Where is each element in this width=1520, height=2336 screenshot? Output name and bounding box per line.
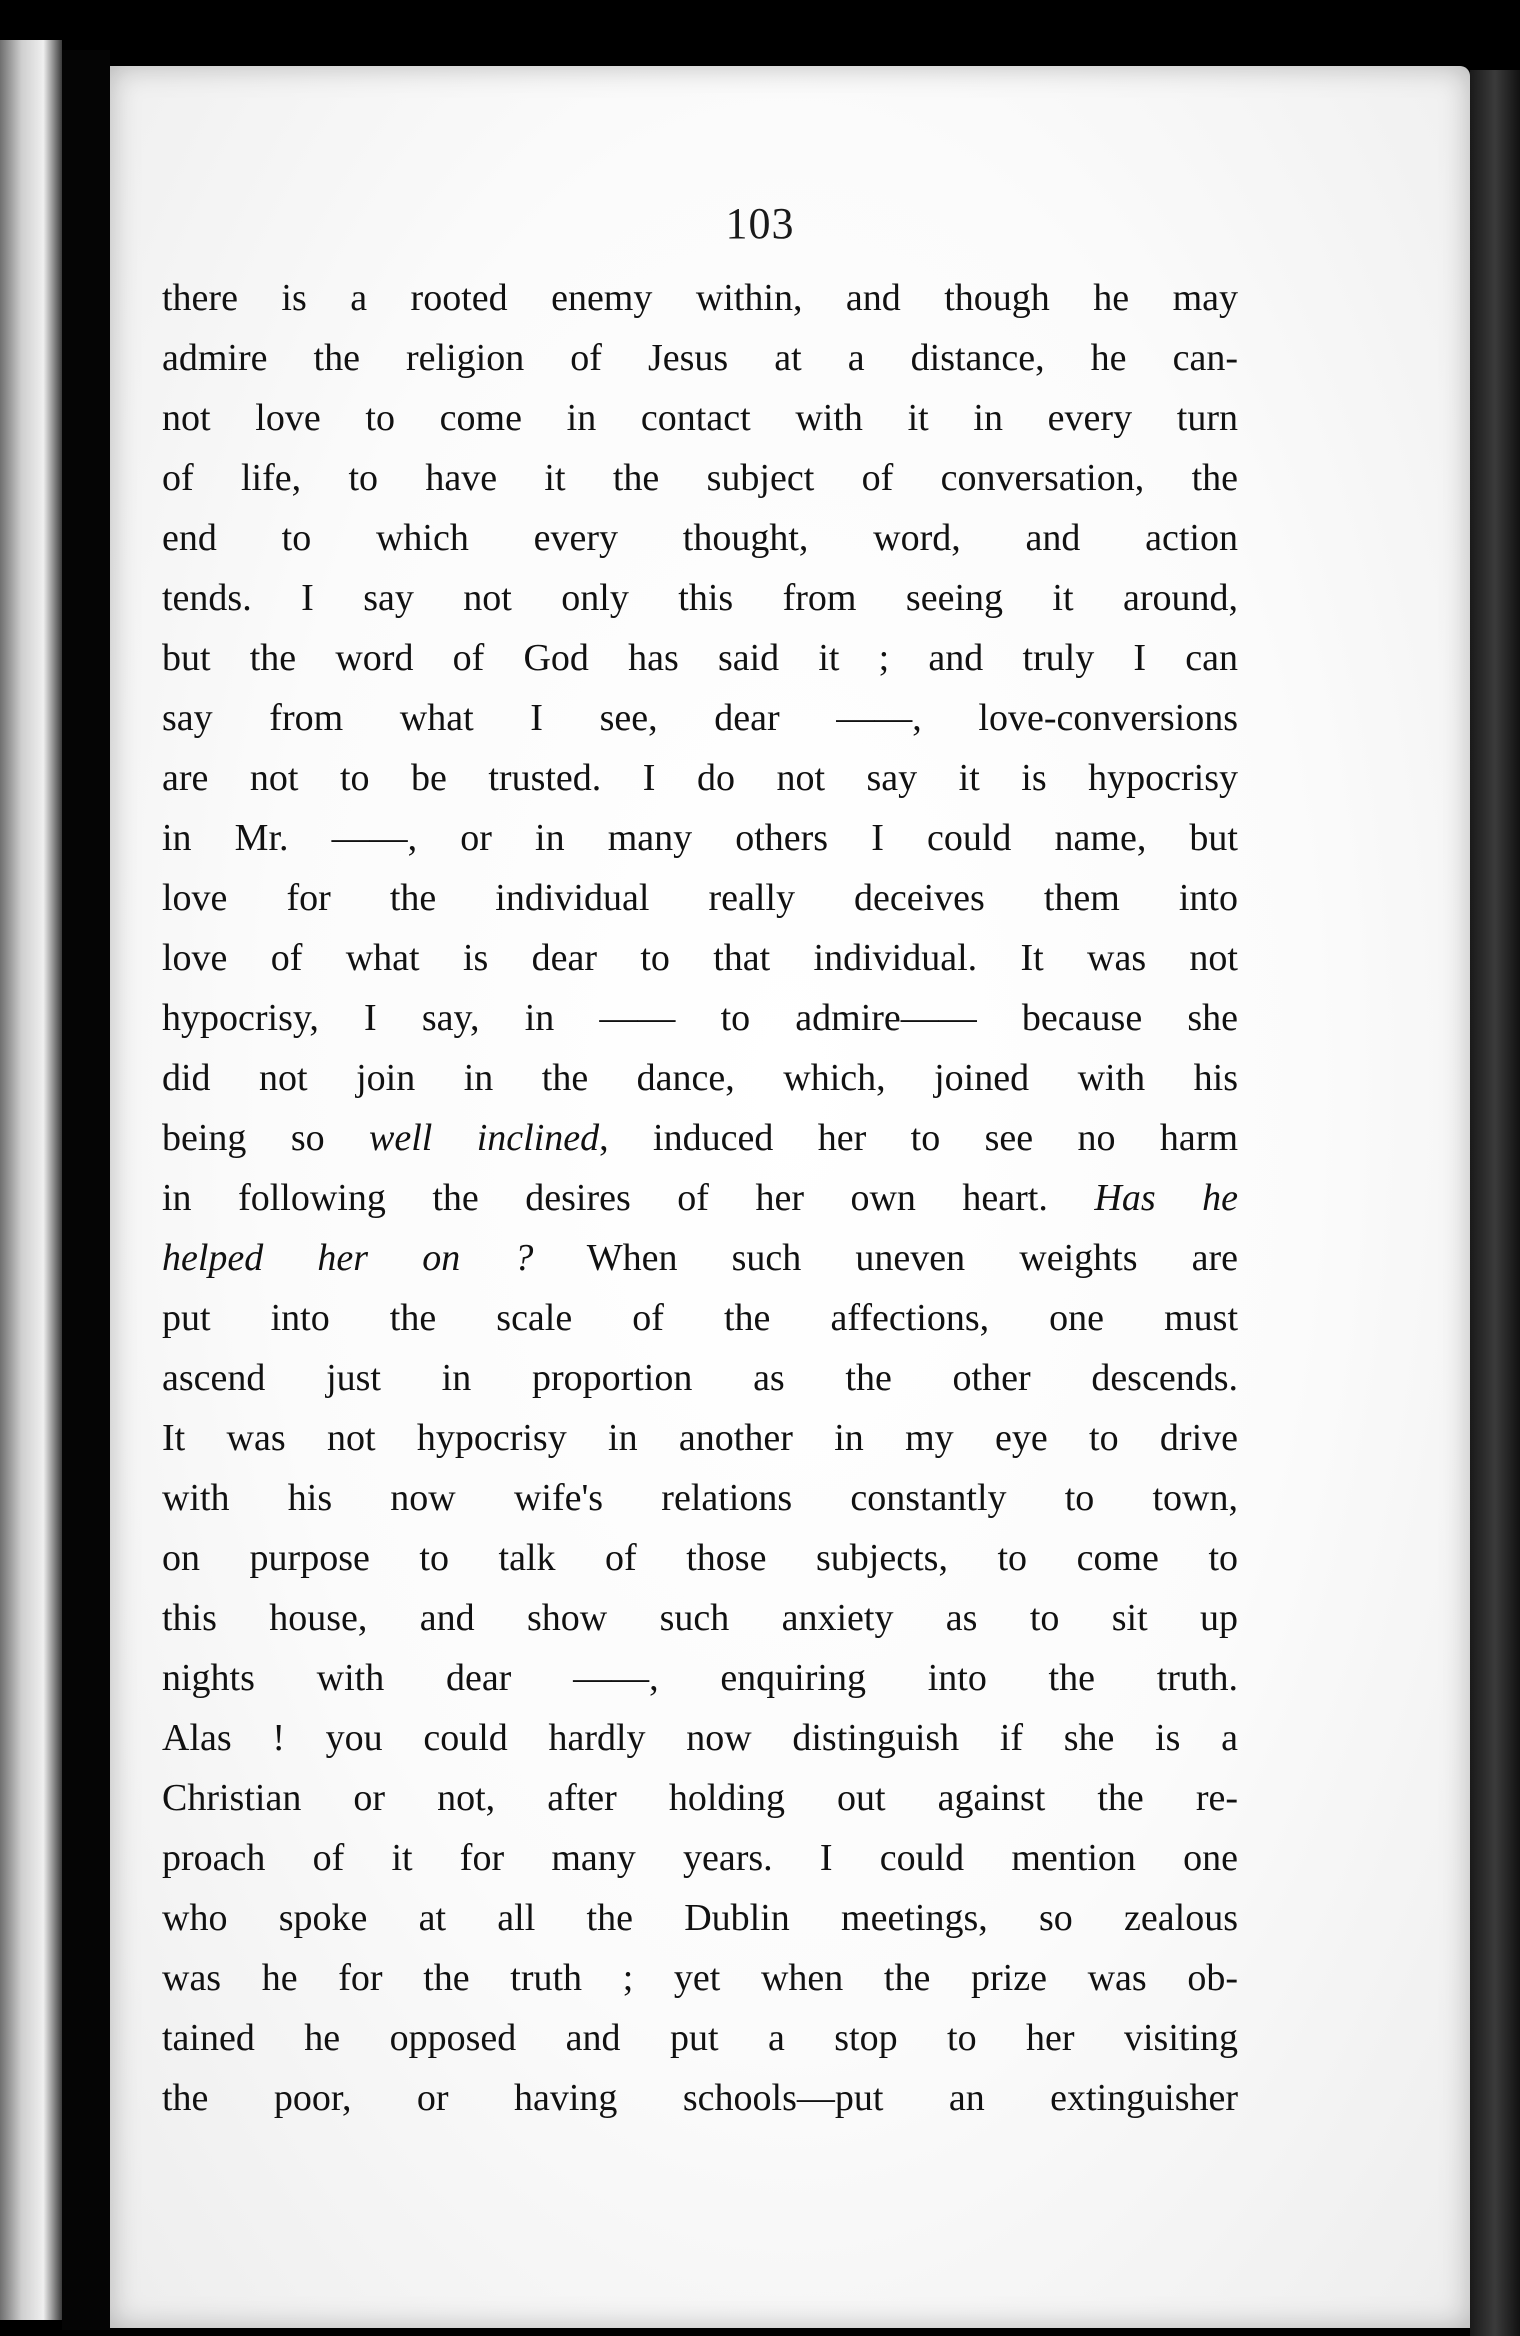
- text-line: [162, 1408, 1238, 1468]
- text-line: [162, 568, 1238, 628]
- previous-page-edge: [0, 40, 62, 2320]
- text-run: When such uneven weights are: [533, 1237, 1238, 1279]
- text-run: ascend just in proportion as the other descends.: [162, 1357, 1238, 1399]
- text-run: tends. I say not only this from seeing it around,: [162, 577, 1238, 619]
- text-line: [162, 1528, 1238, 1588]
- italic-text: helped her on ?: [162, 1237, 534, 1279]
- page-block-edge: [1470, 70, 1520, 2336]
- text-run: Alas ! you could hardly now distinguish if she is a: [162, 1717, 1238, 1759]
- italic-text: well inclined: [369, 1117, 600, 1159]
- text-run: put into the scale of the affections, one must: [162, 1297, 1238, 1339]
- text-line: [162, 1348, 1238, 1408]
- text-run: on purpose to talk of those subjects, to come to: [162, 1537, 1238, 1579]
- text-run: love of what is dear to that individual. It was not: [162, 937, 1238, 979]
- text-line: [162, 1288, 1238, 1348]
- text-run: It was not hypocrisy in another in my eye to drive: [162, 1417, 1238, 1459]
- text-run: with his now wife's relations constantly to town,: [162, 1477, 1238, 1519]
- text-line: [162, 448, 1238, 508]
- text-run: not love to come in contact with it in every turn: [162, 397, 1238, 439]
- text-line: [162, 688, 1238, 748]
- text-line: [162, 508, 1238, 568]
- text-line: [162, 1828, 1238, 1888]
- text-line: [162, 2008, 1238, 2068]
- text-run: , induced her to see no harm: [599, 1117, 1238, 1159]
- text-line: [162, 1048, 1238, 1108]
- text-line: [162, 1888, 1238, 1948]
- text-line: [162, 988, 1238, 1048]
- text-run: of life, to have it the subject of conversation, the: [162, 457, 1238, 499]
- italic-text: Has he: [1094, 1177, 1238, 1219]
- text-run: did not join in the dance, which, joined with his: [162, 1057, 1238, 1099]
- text-line: [162, 628, 1238, 688]
- text-line: [162, 1768, 1238, 1828]
- text-line: [162, 1948, 1238, 2008]
- book-binding: [62, 50, 110, 2330]
- body-text: [162, 268, 1238, 2128]
- text-line: [162, 268, 1238, 328]
- text-run: the poor, or having schools—put an extinguisher: [162, 2077, 1238, 2119]
- text-line: [162, 1588, 1238, 1648]
- text-run: there is a rooted enemy within, and though he may: [162, 277, 1238, 319]
- text-run: hypocrisy, I say, in —— to admire—— because she: [162, 997, 1238, 1039]
- text-line: [162, 328, 1238, 388]
- text-run: proach of it for many years. I could mention one: [162, 1837, 1238, 1879]
- text-line: [162, 748, 1238, 808]
- text-run: nights with dear ——, enquiring into the truth.: [162, 1657, 1238, 1699]
- text-line: [162, 2068, 1238, 2128]
- text-line: [162, 1108, 1238, 1168]
- text-line: [162, 808, 1238, 868]
- text-run: are not to be trusted. I do not say it is hypocrisy: [162, 757, 1238, 799]
- text-run: who spoke at all the Dublin meetings, so zealous: [162, 1897, 1238, 1939]
- text-run: was he for the truth ; yet when the prize was ob-: [162, 1957, 1238, 1999]
- text-run: but the word of God has said it ; and truly I can: [162, 637, 1238, 679]
- text-run: love for the individual really deceives them into: [162, 877, 1238, 919]
- text-run: in following the desires of her own heart.: [162, 1177, 1095, 1219]
- text-line: [162, 928, 1238, 988]
- text-line: [162, 868, 1238, 928]
- text-run: tained he opposed and put a stop to her visiting: [162, 2017, 1238, 2059]
- text-run: admire the religion of Jesus at a distance, he can-: [162, 337, 1238, 379]
- text-line: [162, 1468, 1238, 1528]
- text-run: this house, and show such anxiety as to sit up: [162, 1597, 1238, 1639]
- text-run: end to which every thought, word, and action: [162, 517, 1238, 559]
- page-number: 103: [725, 199, 795, 248]
- text-line: [162, 1708, 1238, 1768]
- text-run: in Mr. ——, or in many others I could name, but: [162, 817, 1238, 859]
- text-line: [162, 388, 1238, 448]
- text-run: Christian or not, after holding out against the re-: [162, 1777, 1238, 1819]
- text-line: [162, 1648, 1238, 1708]
- text-line: [162, 1228, 1238, 1288]
- text-line: [162, 1168, 1238, 1228]
- text-run: say from what I see, dear ——, love-conversions: [162, 697, 1238, 739]
- text-run: being so: [162, 1117, 370, 1159]
